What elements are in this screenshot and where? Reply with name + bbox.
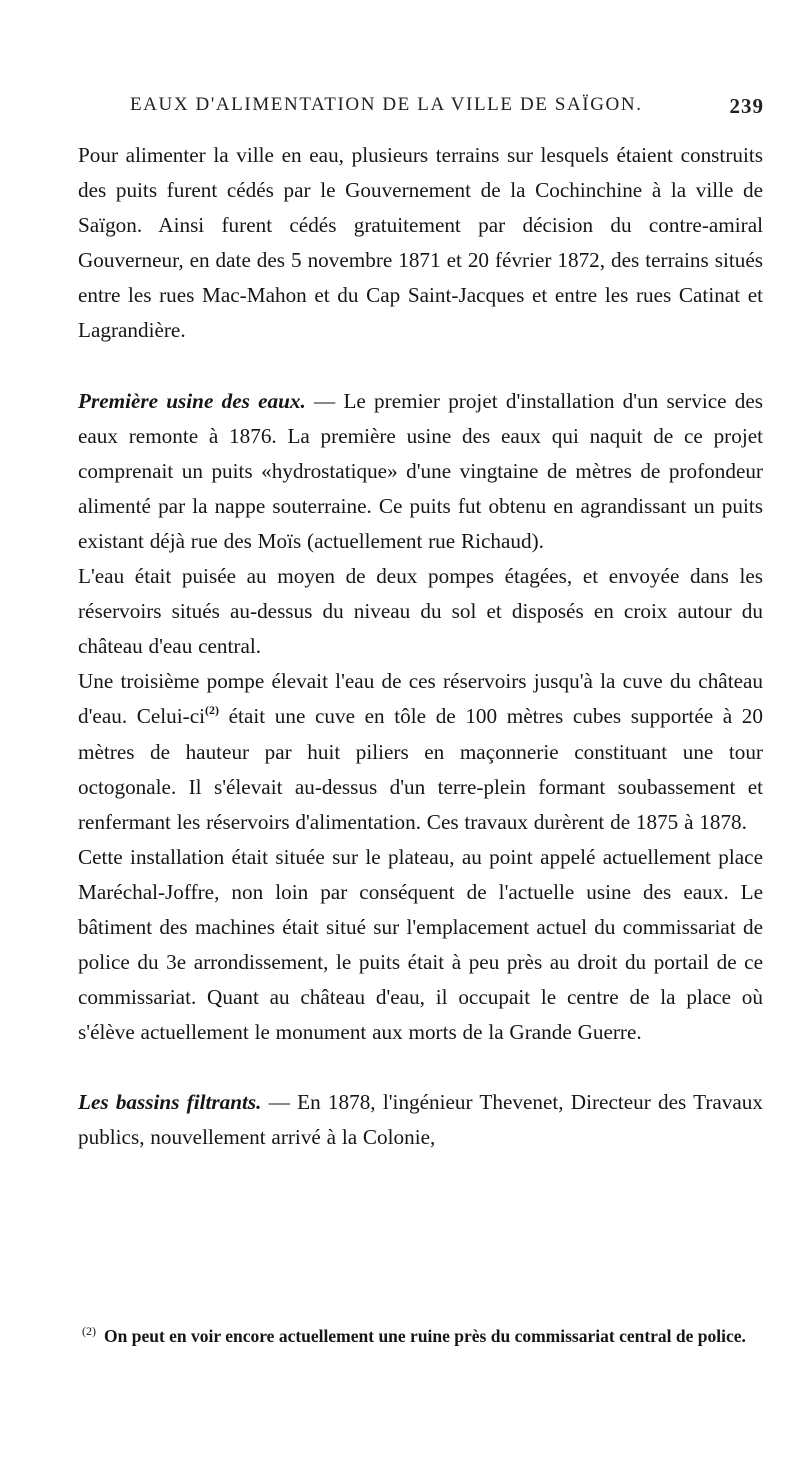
paragraph-text: Une troisième pompe élevait l'eau de ces réservoirs jusqu'à la cuve du château d'eau. Celui-ci <box>78 669 763 729</box>
paragraph-text: était une cuve en tôle de 100 mètres cubes supportée à 20 mètres de hauteur par huit piliers en maçonnerie constituant une tour octogonale. Il s'élevait au-dessus d'un terre-plein formant soubassement et renfermant les réservoirs d'alimentation. Ces travaux durèrent de 1875 à 1878. <box>78 704 763 834</box>
page-header <box>130 88 766 128</box>
page-number: 239 <box>729 94 764 118</box>
paragraph-pompes <box>78 559 763 664</box>
paragraph-terrains <box>78 138 763 349</box>
paragraph-premiere-usine <box>78 384 763 559</box>
paragraph-text: — Le premier projet d'installation d'un service des eaux remonte à 1876. La première usine des eaux qui naquit de ce projet comprenait un puits «hydrostatique» d'une vingtaine de mètres de profondeur alimenté par la nappe souterraine. Ce puits fut obtenu en agrandissant un puits existant déjà rue des Moïs (actuellement rue Richaud). <box>78 388 764 553</box>
paragraph-text: Cette installation était située sur le plateau, au point appelé actuellement place Maréchal-Joffre, non loin par conséquent de l'actuelle usine des eaux. Le bâtiment des machines était situé sur l'emplacement actuel du commissariat de police du 3e arrondissement, le puits était à peu près au droit du portail de ce commissariat. Quant au château d'eau, il occupait le centre de la place où s'élève actuellement le monument aux morts de la Grande Guerre. <box>78 844 763 1045</box>
paragraph-text: Pour alimenter la ville en eau, plusieurs terrains sur lesquels étaient construits des puits furent cédés par le Gouvernement de la Cochinchine à la ville de Saïgon. Ainsi furent cédés gratuitement par décision du contre-amiral Gouverneur, en date des 5 novembre 1871 et 20 février 1872, des terrains situés entre les rues Mac-Mahon et du Cap Saint-Jacques et entre les rues Catinat et Lagrandière. <box>78 143 763 343</box>
section-title-bassins-filtrants: Les bassins filtrants. <box>78 1090 262 1115</box>
footnote-reference[interactable]: (2) <box>205 703 220 718</box>
footnote-marker: (2) <box>82 1324 96 1338</box>
paragraph-chateau-eau <box>78 664 763 839</box>
footnote <box>78 1318 763 1349</box>
body-text <box>78 138 763 1156</box>
paragraph-bassins-filtrants <box>78 1085 763 1155</box>
paragraph-installation <box>78 840 763 1051</box>
section-title-premiere-usine: Première usine des eaux. <box>78 388 306 413</box>
paragraph-text: L'eau était puisée au moyen de deux pompes étagées, et envoyée dans les réservoirs situés au-dessus du niveau du sol et disposés en croix autour du château d'eau central. <box>78 564 763 659</box>
running-title: EAUX D'ALIMENTATION DE LA VILLE DE SAÏGON. <box>130 94 643 115</box>
footnote-text: On peut en voir encore actuellement une ruine près du commissariat central de police. <box>104 1326 746 1346</box>
paragraph-text: — En 1878, l'ingénieur Thevenet, Directeur des Travaux publics, nouvellement arrivé à la Colonie, <box>78 1090 763 1150</box>
